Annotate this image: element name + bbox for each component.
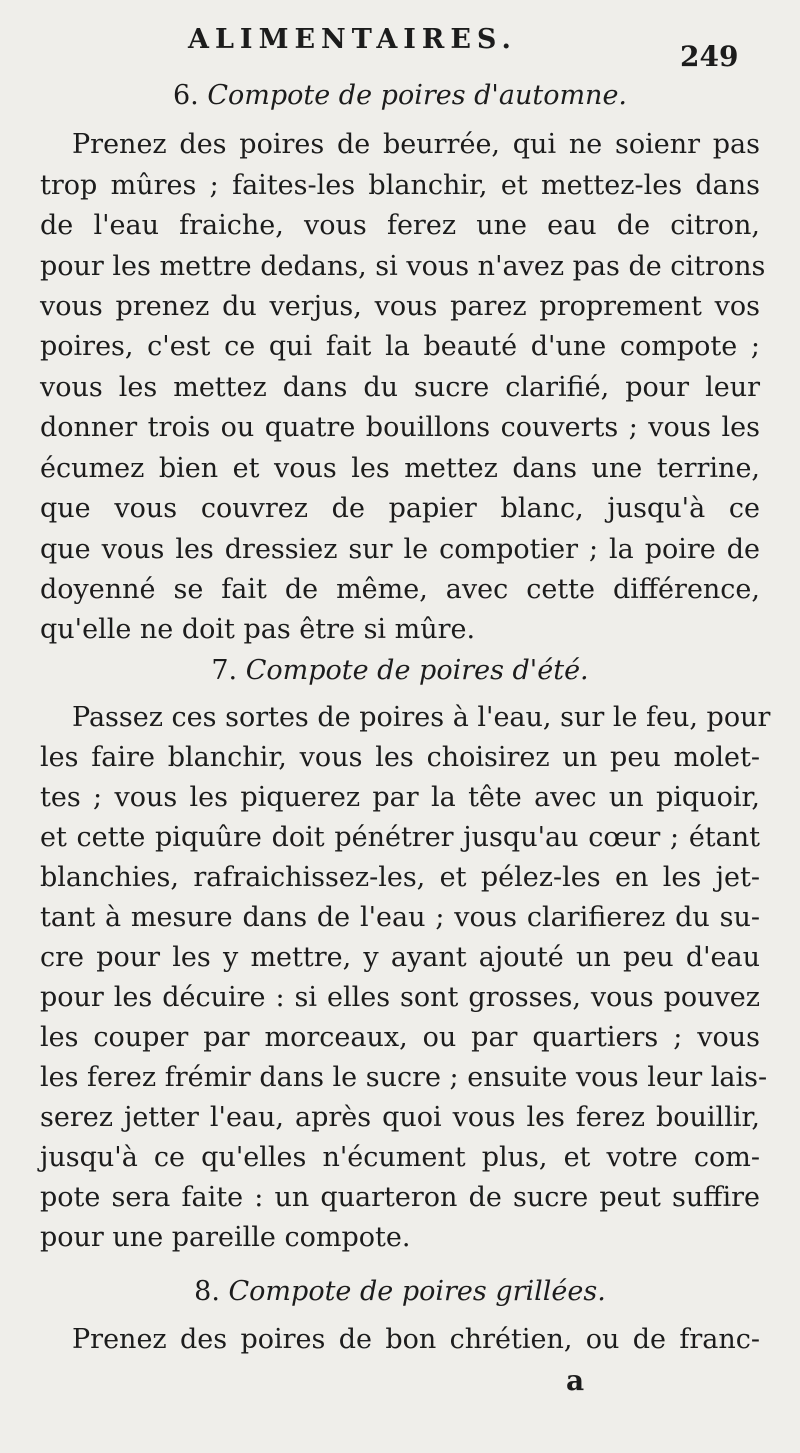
text-line: que vous couvrez de papier blanc, jusqu'à ce xyxy=(40,493,760,524)
text-line: tant à mesure dans de l'eau ; vous clarifierez du su- xyxy=(40,902,760,933)
section-heading xyxy=(0,80,800,111)
text-line: poires, c'est ce qui fait la beauté d'une compote ; xyxy=(40,331,760,362)
text-line: écumez bien et vous les mettez dans une terrine, xyxy=(40,453,760,484)
text-line: Prenez des poires de bon chrétien, ou de franc- xyxy=(72,1324,760,1355)
text-line: Prenez des poires de beurrée, qui ne soienr pas xyxy=(72,129,760,160)
section-number: 7. xyxy=(211,655,238,686)
section-heading xyxy=(0,1276,800,1307)
text-line: vous les mettez dans du sucre clarifié, pour leur xyxy=(40,372,760,403)
text-line: vous prenez du verjus, vous parez proprement vos xyxy=(40,291,760,322)
text-line: les faire blanchir, vous les choisirez un peu molet- xyxy=(40,742,760,773)
section-title: Compote de poires grillées. xyxy=(228,1276,606,1307)
running-title: ALIMENTAIRES. xyxy=(188,24,517,55)
text-line: qu'elle ne doit pas être si mûre. xyxy=(40,614,476,645)
text-line: tes ; vous les piquerez par la tête avec un piquoir, xyxy=(40,782,760,813)
text-line: les couper par morceaux, ou par quartiers ; vous xyxy=(40,1022,760,1053)
section-title: Compote de poires d'été. xyxy=(245,655,589,686)
section-title: Compote de poires d'automne. xyxy=(207,80,628,111)
text-line: pote sera faite : un quarteron de sucre peut suffire xyxy=(40,1182,760,1213)
page-number: 249 xyxy=(680,40,739,73)
text-line: serez jetter l'eau, après quoi vous les ferez bouillir, xyxy=(40,1102,760,1133)
section-heading xyxy=(0,655,800,686)
text-line: les ferez frémir dans le sucre ; ensuite vous leur lais- xyxy=(40,1062,768,1093)
text-line: Passez ces sortes de poires à l'eau, sur le feu, pour xyxy=(72,702,771,733)
text-line: trop mûres ; faites-les blanchir, et mettez-les dans xyxy=(40,170,760,201)
text-line: pour les mettre dedans, si vous n'avez pas de citrons xyxy=(40,251,766,282)
section-number: 8. xyxy=(194,1276,220,1307)
text-line: pour une pareille compote. xyxy=(40,1222,411,1253)
text-line: jusqu'à ce qu'elles n'écument plus, et votre com- xyxy=(40,1142,760,1173)
text-line: de l'eau fraiche, vous ferez une eau de citron, xyxy=(40,210,760,241)
text-line: que vous les dressiez sur le compotier ; la poire de xyxy=(40,534,760,565)
text-line: et cette piquûre doit pénétrer jusqu'au cœur ; étant xyxy=(40,822,760,853)
text-line: donner trois ou quatre bouillons couverts ; vous les xyxy=(40,412,760,443)
text-line: doyenné se fait de même, avec cette différence, xyxy=(40,574,760,605)
section-number: 6. xyxy=(172,80,199,111)
text-line: blanchies, rafraichissez-les, et pélez-les en les jet- xyxy=(40,862,760,893)
text-line: pour les décuire : si elles sont grosses, vous pouvez xyxy=(40,982,760,1013)
text-line: cre pour les y mettre, y ayant ajouté un peu d'eau xyxy=(40,942,760,973)
signature-mark: a xyxy=(566,1364,585,1397)
